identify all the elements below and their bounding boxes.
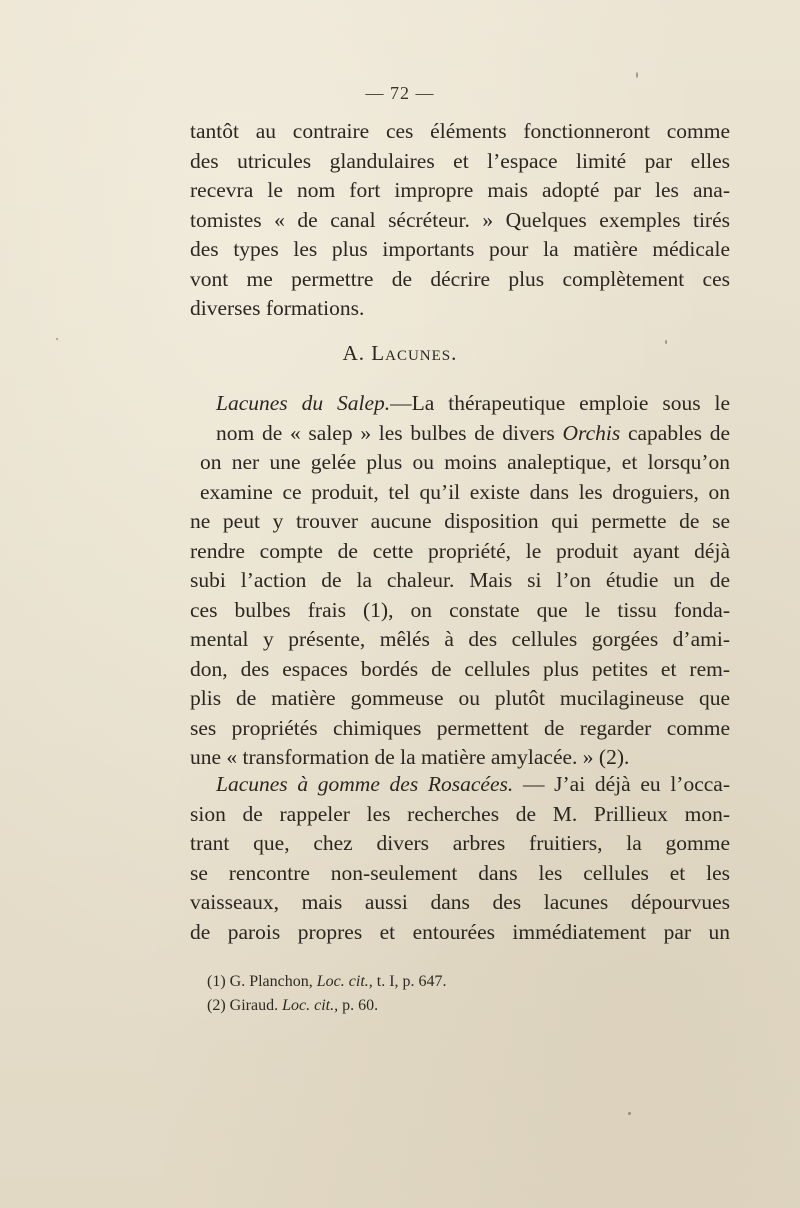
text-line: vont me permettre de décrire plus complètement ces	[190, 266, 730, 291]
text-line: tantôt au contraire ces éléments fonctionneront comme	[190, 119, 730, 143]
text-line: recevra le nom fort impropre mais adopté par les ana-	[190, 178, 730, 202]
genus-name: Orchis	[562, 420, 621, 445]
text-span: —La thérapeutique emploie sous le	[390, 391, 730, 415]
text-line: ne peut y trouver aucune disposition qui permette de se	[190, 509, 730, 533]
paper-speck	[628, 1112, 631, 1115]
footnote	[207, 994, 607, 1018]
text-line: examine ce produit, tel qu’il existe dans les droguiers, on	[200, 479, 730, 504]
text-line: subi l’action de la chaleur. Mais si l’on étudie un de	[190, 568, 730, 592]
section-letter: A.	[342, 341, 366, 365]
text-line: vaisseaux, mais aussi dans des lacunes dépourvues	[190, 890, 730, 914]
footnote	[207, 970, 607, 994]
text-line: mental y présente, mêlés à des cellules gorgées d’ami-	[190, 627, 730, 651]
section-title: Lacunes.	[371, 341, 458, 365]
paragraph-rosacees	[190, 770, 730, 947]
page-number: — 72 —	[365, 83, 435, 103]
text-line	[190, 389, 730, 419]
text-span: capables de	[620, 420, 730, 445]
footnote-marker: (1)	[207, 973, 226, 990]
footnotes	[207, 970, 607, 1018]
paragraph-heading: Lacunes du Salep.	[216, 391, 391, 415]
text-line: tomistes « de canal sécréteur. » Quelques exemples tirés	[190, 207, 730, 232]
text-line: on ner une gelée plus ou moins analeptique, et lorsqu’on	[200, 450, 730, 474]
section-heading	[0, 341, 800, 366]
text-line: plis de matière gommeuse ou plutôt mucilagineuse que	[190, 686, 730, 710]
text-line: une « transformation de la matière amylacée. » (2).	[190, 745, 630, 769]
paper-speck	[636, 72, 638, 78]
footnote-author: Giraud.	[229, 997, 279, 1014]
text-span: — J’ai déjà eu l’occa-	[513, 772, 730, 796]
text-line: des utricules glandulaires et l’espace limité par elles	[190, 148, 730, 173]
text-line: ses propriétés chimiques permettent de regarder comme	[190, 715, 730, 740]
footnote-rest: p. 60.	[342, 997, 379, 1014]
text-line	[190, 419, 730, 449]
text-line: trant que, chez divers arbres fruitiers, la gomme	[190, 831, 730, 855]
text-line: ces bulbes frais (1), on constate que le tissu fonda-	[190, 597, 730, 622]
text-line: se rencontre non-seulement dans les cellules et les	[190, 860, 730, 885]
paper-speck	[665, 340, 667, 344]
footnote-ref: Loc. cit.,	[316, 973, 373, 990]
paragraph-salep	[190, 389, 730, 773]
paper-speck	[56, 338, 58, 340]
text-line: des types les plus importants pour la matière médicale	[190, 237, 730, 261]
text-span: nom de « salep » les bulbes de divers	[216, 420, 563, 445]
footnote-rest: t. I, p. 647.	[376, 973, 447, 990]
text-line: diverses formations.	[190, 296, 365, 320]
paragraph-heading: Lacunes à gomme des Rosacées.	[216, 772, 514, 796]
footnote-marker: (2)	[207, 997, 226, 1014]
text-line: sion de rappeler les recherches de M. Prillieux mon-	[190, 801, 730, 826]
text-line: don, des espaces bordés de cellules plus petites et rem-	[190, 656, 730, 681]
text-line	[190, 770, 730, 800]
footnote-author: G. Planchon,	[229, 973, 313, 990]
text-line: de parois propres et entourées immédiatement par un	[190, 919, 730, 944]
footnote-ref: Loc. cit.,	[282, 997, 339, 1014]
text-line: rendre compte de cette propriété, le produit ayant déjà	[190, 538, 730, 563]
paragraph-intro	[190, 117, 730, 324]
